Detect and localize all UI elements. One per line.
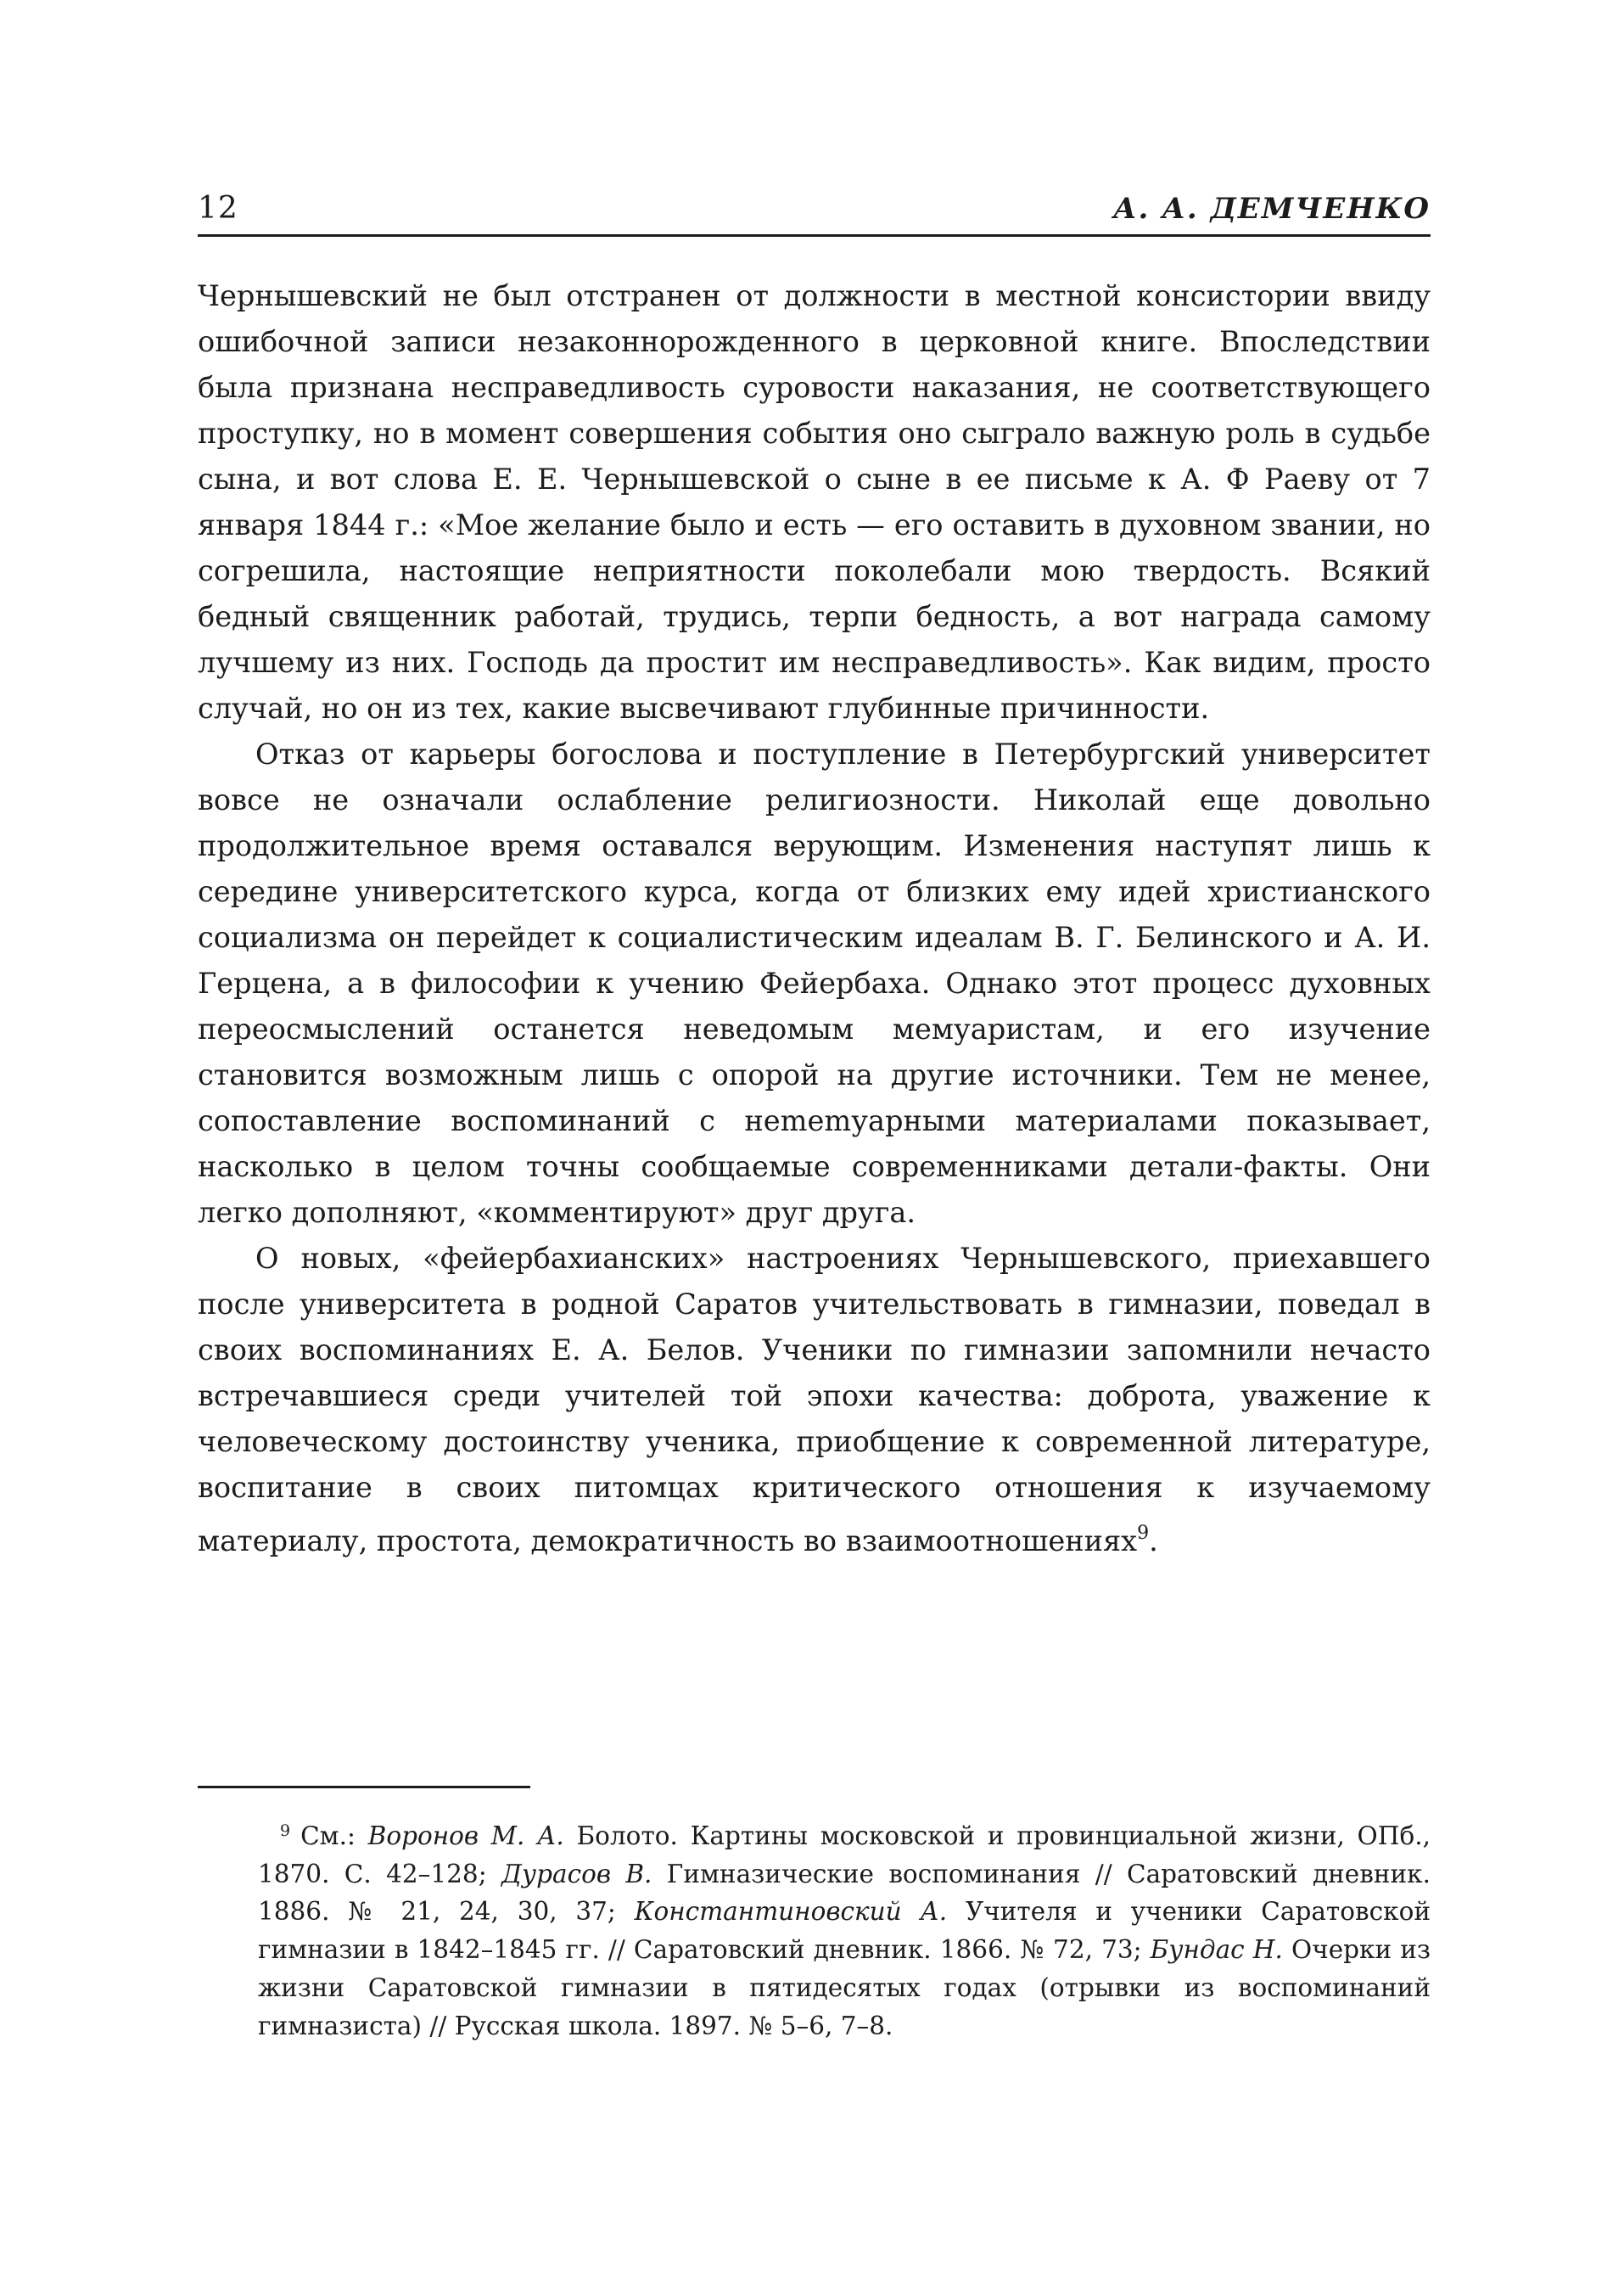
footnote-mark: 9 (280, 1821, 291, 1840)
footnote-author: Константиновский А. (634, 1897, 948, 1927)
footnotes (258, 1812, 1431, 2045)
page-number: 12 (198, 191, 238, 226)
footnote-author: Бундас Н. (1150, 1935, 1283, 1965)
main-text (198, 273, 1431, 1564)
footnote (258, 1812, 1431, 2045)
footnote-author: Дурасов В. (501, 1859, 652, 1888)
footnote-seg: Учителя и ученики Саратовской гимназии в 1842–1845 гг. // Саратовский дневник. 1866. № 72, 73; (258, 1897, 1431, 1965)
paragraph (198, 273, 1431, 732)
running-head: А. А. ДЕМЧЕНКО (1112, 192, 1431, 226)
footnote-seg: Болото. Картины московской и провинциальной жизни, ОПб., 1870. С. 42–128; (258, 1821, 1431, 1888)
footnote-separator (198, 1786, 530, 1788)
paragraph (198, 732, 1431, 1236)
footnote-author: Воронов М. А. (367, 1821, 564, 1850)
footnote-reference: 9 (1137, 1523, 1150, 1544)
page-header (198, 185, 1431, 233)
paragraph-text: Отказ от карьеры богослова и поступление в Петербургский университет вовсе не означали ослабление религиозности. Николай еще довольно продолжительное время оставался верующим. Изменения наступят лишь к середине университетского курса, когда от близких ему идей христианского социализма он перейдет к социалистическим идеалам В. Г. Белинского и А. И. Герцена, а в философии к учению Фейербаха. Однако этот процесс духовных переосмыслений останется неведомым мемуаристам, и его изучение становится возможным лишь с опорой на другие источники. Тем не менее, сопоставление воспоминаний с нememуарными материалами показывает, насколько в целом точны сообщаемые современниками детали-факты. Они легко дополняют, «комментируют» друг друга. (198, 738, 1431, 1229)
paragraph-end: . (1149, 1524, 1158, 1557)
paragraph (198, 1236, 1431, 1564)
footnote-seg: Гимназические воспоминания // Саратовский дневник. 1886. № 21, 24, 30, 37; (258, 1859, 1431, 1927)
paragraph-text: Чернышевский не был отстранен от должности в местной консистории ввиду ошибочной записи незаконнорожденного в церковной книге. Впоследствии была признана несправедливость суровости наказания, не соответствующего проступку, но в момент совершения события оно сыграло важную роль в судьбе сына, и вот слова Е. Е. Чернышевской о сыне в ее письме к А. Ф Раеву от 7 января 1844 г.: «Мое желание было и есть — его оставить в духовном звании, но согрешила, настоящие неприятности поколебали мою твердость. Всякий бедный священник работай, трудись, терпи бедность, а вот награда самому лучшему из них. Господь да простит им несправедливость». Как видим, просто случай, но он из тех, какие высвечивают глубинные причинности. (198, 279, 1431, 725)
paragraph-text: О новых, «фейербахианских» настроениях Чернышевского, приехавшего после университета в родной Саратов учительствовать в гимназии, поведал в своих воспоминаниях Е. А. Белов. Ученики по гимназии запомнили нечасто встречавшиеся среди учителей той эпохи качества: доброта, уважение к человеческому достоинству ученика, приобщение к современной литературе, воспитание в своих питомцах критического отношения к изучаемому материалу, простота, демократичность во взаимоотношениях (198, 1242, 1431, 1557)
footnote-seg: См.: (300, 1821, 368, 1850)
header-rule (198, 234, 1431, 237)
footnote-seg: Очерки из жизни Саратовской гимназии в пятидесятых годах (отрывки из воспоминаний гимназиста) // Русская школа. 1897. № 5–6, 7–8. (258, 1935, 1431, 2040)
